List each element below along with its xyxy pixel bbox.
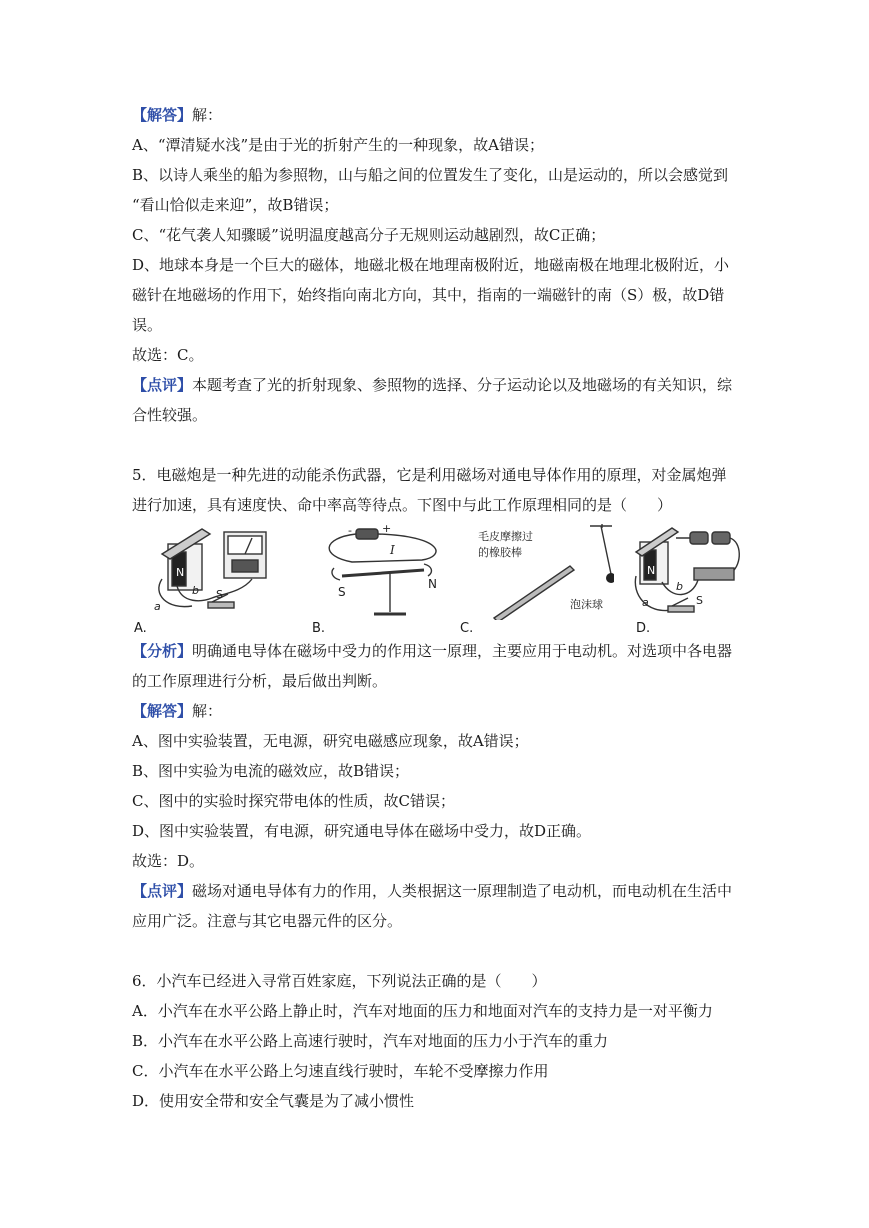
figure-d-diagram: [632, 524, 744, 620]
figure-a: [132, 524, 282, 636]
figure-b-n: N: [428, 577, 437, 591]
q5-answer-heading: [132, 696, 744, 726]
figure-b-plus: +: [382, 524, 392, 535]
figure-c-ball-text: 泡沫球: [570, 598, 603, 611]
q4-answer-line-d3: 误。: [132, 316, 163, 334]
figure-b-s: S: [338, 585, 346, 599]
figure-d-b: b: [676, 580, 683, 593]
q5-choice: 故选：D。: [132, 852, 205, 870]
figure-c-rod-text1: 毛皮摩擦过: [478, 530, 533, 543]
q5-analysis-line1: [132, 636, 744, 666]
figure-d: [632, 524, 744, 636]
comment-text-1: 本题考查了光的折射现象、参照物的选择、分子运动论以及地磁场的有关知识，综: [192, 376, 733, 394]
section-gap: [132, 430, 744, 460]
figure-b-diagram: [312, 524, 452, 620]
q5-comment-line2: 应用广泛。注意与其它电器元件的区分。: [132, 912, 403, 930]
analysis-tag: 【分析】: [132, 642, 193, 660]
q5-figure-row: [132, 524, 744, 636]
figure-a-b: b: [192, 584, 199, 597]
figure-b: [312, 524, 452, 636]
q5-stem-line1: 5．电磁炮是一种先进的动能杀伤武器，它是利用磁场对通电导体作用的原理，对金属炮弹: [132, 466, 727, 484]
q5-stem-line2: 进行加速，具有速度快、命中率高等待点。下图中与此工作原理相同的是（ ）: [132, 496, 673, 514]
document-page: [132, 100, 744, 1116]
q4-answer-line-a: A、“潭清疑水浅”是由于光的折射产生的一种现象，故A错误；: [132, 136, 545, 154]
q4-choice: 故选：C。: [132, 346, 204, 364]
figure-a-diagram: [132, 524, 282, 620]
analysis-text-1: 明确通电导体在磁场中受力的作用这一原理，主要应用于电动机。对选项中各电器: [192, 642, 733, 660]
figure-c-rod-text2: 的橡胶棒: [478, 546, 522, 559]
figure-c-diagram: [474, 524, 614, 620]
q6-option-d: D．使用安全带和安全气囊是为了减小惯性: [132, 1092, 415, 1110]
q5-analysis-line2: 的工作原理进行分析，最后做出判断。: [132, 672, 388, 690]
q5-answer-line-b: B、图中实验为电流的磁效应，故B错误；: [132, 762, 410, 780]
q4-answer-line-b1: B、以诗人乘坐的船为参照物，山与船之间的位置发生了变化，山是运动的，所以会感觉到: [132, 166, 729, 184]
figure-c-label: C.: [460, 621, 474, 636]
figure-b-minus: -: [348, 524, 352, 537]
figure-d-a: a: [642, 596, 649, 609]
answer-tag: 【解答】: [132, 106, 193, 124]
figure-a-n: N: [176, 566, 185, 579]
q4-comment-line1: [132, 370, 744, 400]
figure-d-n: N: [647, 564, 656, 577]
figure-a-a: a: [154, 600, 161, 613]
q5-answer-line-d: D、图中实验装置，有电源，研究通电导体在磁场中受力，故D正确。: [132, 822, 592, 840]
q4-answer-line-d1: D、地球本身是一个巨大的磁体，地磁北极在地理南极附近，地磁南极在地理北极附近，小: [132, 256, 730, 274]
comment-tag: 【点评】: [132, 376, 193, 394]
q4-answer-line-b2: “看山恰似走来迎”，故B错误；: [132, 196, 339, 214]
figure-d-s: S: [696, 594, 703, 607]
answer-lead: 解：: [192, 702, 223, 720]
q5-answer-line-c: C、图中的实验时探究带电体的性质，故C错误；: [132, 792, 455, 810]
q5-answer-line-a: A、图中实验装置，无电源，研究电磁感应现象，故A错误；: [132, 732, 529, 750]
figure-b-label: B.: [312, 621, 326, 636]
figure-b-current: I: [390, 543, 395, 557]
q6-option-a: A．小汽车在水平公路上静止时，汽车对地面的压力和地面对汽车的支持力是一对平衡力: [132, 1002, 713, 1020]
figure-c: [460, 524, 614, 636]
q6-option-c: C．小汽车在水平公路上匀速直线行驶时，车轮不受摩擦力作用: [132, 1062, 549, 1080]
comment-tag: 【点评】: [132, 882, 193, 900]
figure-d-label: D.: [636, 621, 651, 636]
q6-stem: 6．小汽车已经进入寻常百姓家庭，下列说法正确的是（ ）: [132, 972, 547, 990]
q5-comment-line1: [132, 876, 744, 906]
section-gap: [132, 936, 744, 966]
q4-answer-line-d2: 磁针在地磁场的作用下，始终指向南北方向，其中，指南的一端磁针的南（S）极，故D错: [132, 286, 725, 304]
figure-a-s: S: [216, 588, 223, 601]
q4-answer-heading: [132, 100, 744, 130]
answer-lead: 解：: [192, 106, 223, 124]
comment-text-1: 磁场对通电导体有力的作用，人类根据这一原理制造了电动机，而电动机在生活中: [192, 882, 733, 900]
q4-answer-line-c: C、“花气袭人知骤暖”说明温度越高分子无规则运动越剧烈，故C正确；: [132, 226, 606, 244]
answer-tag: 【解答】: [132, 702, 193, 720]
figure-a-label: A.: [134, 621, 147, 636]
q6-option-b: B．小汽车在水平公路上高速行驶时，汽车对地面的压力小于汽车的重力: [132, 1032, 609, 1050]
q4-comment-line2: 合性较强。: [132, 406, 208, 424]
